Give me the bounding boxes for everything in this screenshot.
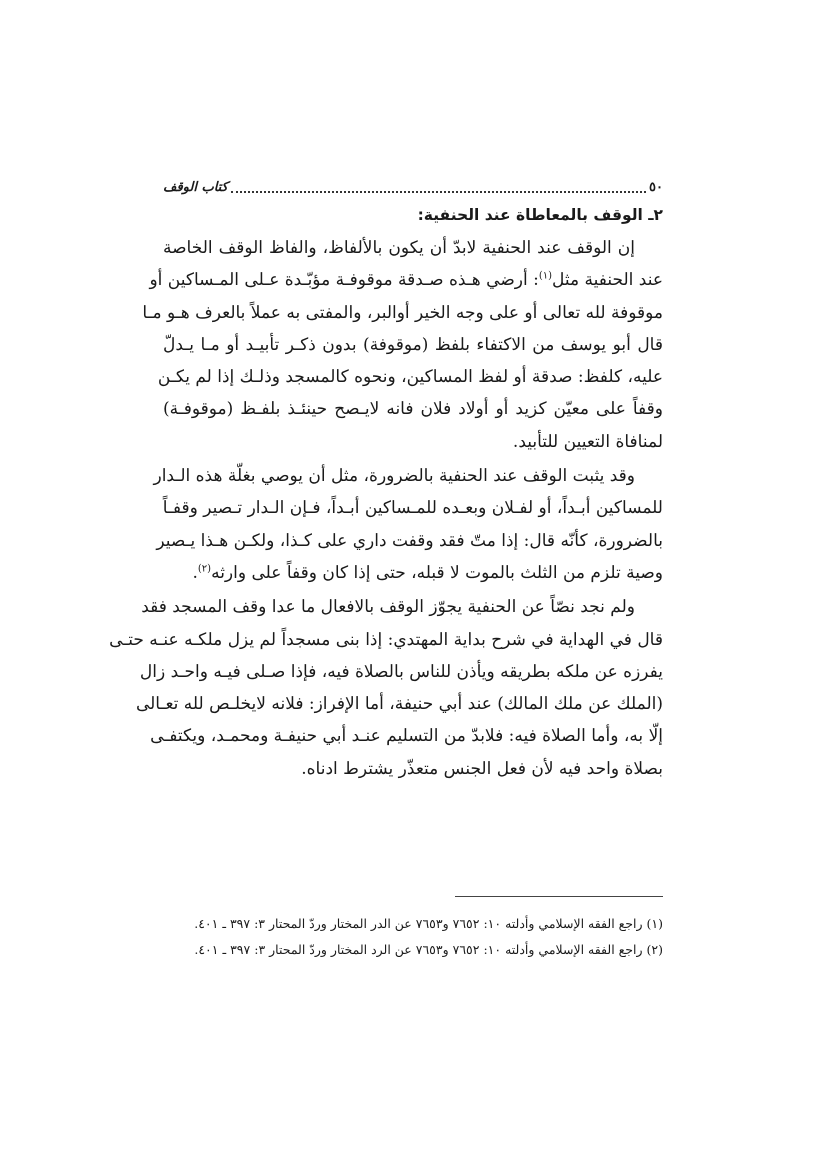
text-line bbox=[163, 753, 663, 785]
text-line bbox=[142, 297, 663, 329]
body-text bbox=[109, 232, 663, 785]
text-line bbox=[153, 460, 663, 492]
text-line bbox=[163, 426, 663, 458]
line-text: للمساكين أبـداً، أو لفـلان وبعـده للمـساكين أبـداً، فـإن الـدار تـصير وقفـاً bbox=[162, 498, 663, 519]
line-text: وقفاً على معيّن كزيد أو أولاد فلان فانه لايـصح حينئـذ بلفـظ (موقوفـة) bbox=[163, 399, 663, 420]
line-text: ولم نجد نصّاً عن الحنفية يجوّز الوقف بالافعال ما عدا وقف المسجد فقد bbox=[141, 597, 635, 618]
text-line bbox=[163, 232, 663, 264]
line-text: عليه، كلفظ: صدقة أو لفظ المساكين، ونحوه كالمسجد وذلـك إذا لم يكـن bbox=[157, 367, 663, 388]
text-line bbox=[157, 361, 663, 393]
footnote-1: (١) راجع الفقه الإسلامي وأدلته ١٠: ٧٦٥٢ و٧٦٥٣ عن الدر المختار وردّ المحتار ٣: ٣٩٧ ـ ٤٠١. bbox=[194, 916, 663, 931]
line-text: بصلاة واحد فيه لأن فعل الجنس متعذّر يشترط ادناه. bbox=[301, 758, 663, 779]
text-line bbox=[135, 688, 663, 720]
line-text: موقوفة لله تعالى أو على وجه الخير أوالبر، والمفتى به عملاً بالعرف هـو مـا bbox=[142, 302, 663, 323]
footnote-2: (٢) راجع الفقه الإسلامي وأدلته ١٠: ٧٦٥٢ و٧٦٥٣ عن الرد المختار وردّ المحتار ٣: ٣٩٧ ـ ٤٠١. bbox=[194, 942, 663, 957]
running-title: كتاب الوقف bbox=[163, 179, 228, 195]
text-line bbox=[141, 591, 663, 623]
line-text: قال في الهداية في شرح بداية المهتدي: إذا بنى مسجداً لم يزل ملكـه عنـه حتـى bbox=[109, 629, 663, 650]
footnote-marker[interactable]: (٢) bbox=[197, 563, 212, 575]
text-line bbox=[156, 525, 663, 557]
footnotes bbox=[163, 911, 663, 963]
text-line bbox=[163, 393, 663, 425]
line-text: إن الوقف عند الحنفية لابدّ أن يكون بالألفاظ، والفاظ الوقف الخاصة bbox=[163, 238, 635, 258]
line-text: . bbox=[192, 562, 198, 583]
footnote-separator bbox=[455, 896, 663, 897]
text-line bbox=[150, 720, 663, 752]
text-line bbox=[163, 329, 663, 361]
line-text: وصية تلزم من الثلث بالموت لا قبله، حتى إذا كان وقفاً على وارثه bbox=[211, 562, 663, 583]
line-text: لمنافاة التعيين للتأبيد. bbox=[512, 431, 663, 452]
line-text: بالضرورة، كأنّه قال: إذا متّ فقد وقفت داري على كـذا، ولكـن هـذا يـصير bbox=[156, 530, 663, 551]
running-header bbox=[163, 176, 663, 198]
line-text: (الملك عن ملك المالك) عند أبي حنيفة، أما الإفراز: فلانه لايخلـص لله تعـالى bbox=[135, 694, 663, 715]
header-dot-leader bbox=[231, 181, 646, 193]
line-text: يفرزه عن ملكه بطريقه ويأذن للناس بالصلاة فيه، فإذا صـلى فيـه واحـد زال bbox=[139, 661, 663, 682]
line-text: : أرضي هـذه صـدقة موقوفـة مؤبّـدة عـلى المـساكين أو bbox=[149, 270, 539, 291]
section-heading: ٢ـ الوقف بالمعاطاة عند الحنفية: bbox=[417, 206, 663, 224]
page-number: ٥٠ bbox=[649, 179, 663, 195]
footnote-marker[interactable]: (١) bbox=[538, 270, 553, 282]
text-line bbox=[139, 656, 663, 688]
line-text: قال أبو يوسف من الاكتفاء بلفظ (موقوفة) بدون ذكـر تأبيـد أو مـا يـدلّ bbox=[163, 334, 663, 355]
text-line bbox=[149, 264, 663, 296]
text-line bbox=[163, 557, 663, 589]
text-line bbox=[163, 492, 663, 524]
line-text: وقد يثبت الوقف عند الحنفية بالضرورة، مثل أن يوصي بغلّة هذه الـدار bbox=[153, 466, 635, 487]
line-text: عند الحنفية مثل bbox=[552, 270, 663, 291]
line-text: إلّا به، وأما الصلاة فيه: فلابدّ من التسليم عنـد أبي حنيفـة ومحمـد، ويكتفـى bbox=[150, 726, 663, 747]
text-line bbox=[109, 624, 663, 656]
